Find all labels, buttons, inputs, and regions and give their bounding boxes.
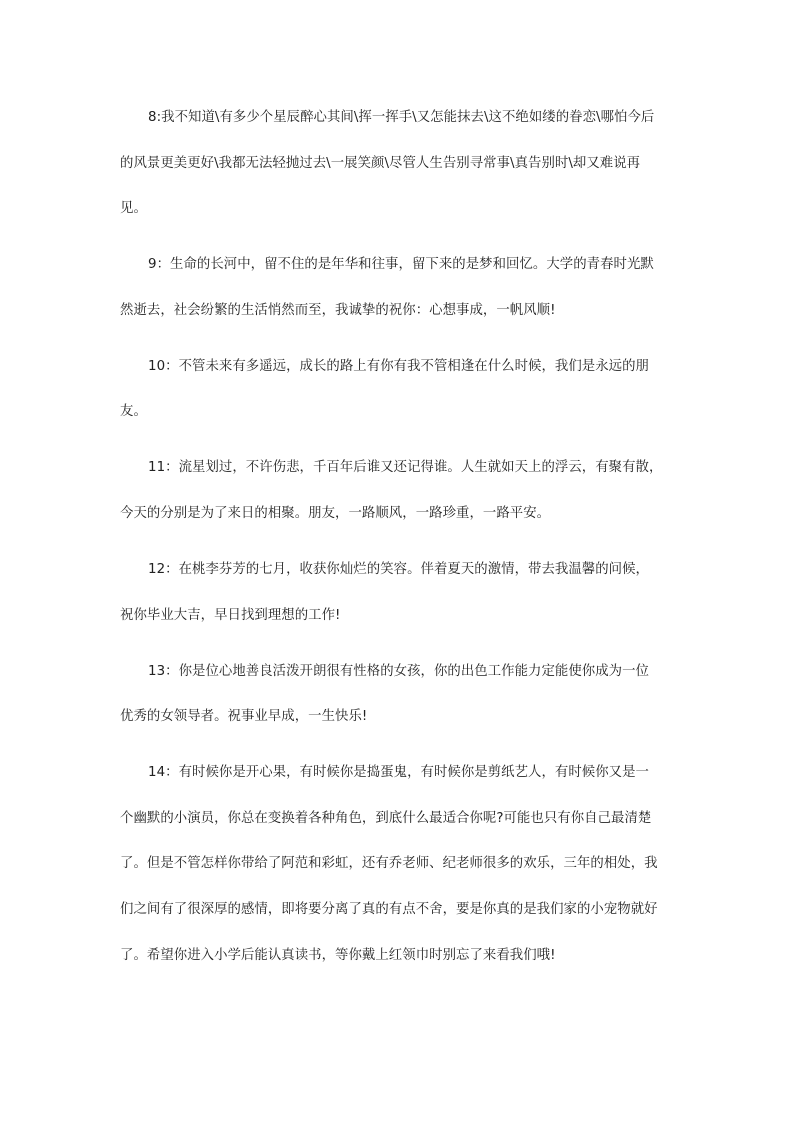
paragraph-line: 祝你毕业大吉，早日找到理想的工作!	[120, 607, 341, 623]
paragraph-line: 今天的分别是为了来日的相聚。朋友，一路顺风，一路珍重，一路平安。	[120, 505, 551, 521]
paragraph-line: 12：在桃李芬芳的七月，收获你灿烂的笑容。伴着夏天的激情，带去我温馨的问候，	[148, 561, 649, 577]
paragraph-14	[120, 765, 680, 963]
paragraph-line: 们之间有了很深厚的感情，即将要分离了真的有点不舍，要是你真的是我们家的小宠物就好	[120, 901, 658, 917]
paragraph-9	[120, 257, 680, 319]
paragraph-line: 10：不管未来有多遥远，成长的路上有你有我不管相逢在什么时候，我们是永远的朋	[148, 358, 649, 374]
paragraph-line: 见。	[120, 201, 147, 217]
paragraph-line: 了。希望你进入小学后能认真读书，等你戴上红领巾时别忘了来看我们哦!	[120, 947, 556, 963]
paragraph-line: 14：有时候你是开心果，有时候你是捣蛋鬼，有时候你是剪纸艺人，有时候你又是一	[148, 765, 649, 781]
paragraph-13	[120, 664, 680, 726]
paragraph-line: 的风景更美更好\我都无法轻抛过去\一展笑颜\尽管人生告别寻常事\真告别时\却又难说再	[120, 155, 641, 171]
paragraph-line: 11：流星划过，不许伤悲，千百年后谁又还记得谁。人生就如天上的浮云，有聚有散，	[148, 460, 663, 476]
paragraph-10	[120, 359, 680, 421]
paragraph-line: 优秀的女领导者。祝事业早成，一生快乐!	[120, 709, 368, 725]
paragraph-12	[120, 562, 680, 624]
paragraph-line: 8:我不知道\有多少个星辰醉心其间\挥一挥手\又怎能抹去\这不绝如缕的眷恋\哪怕今后	[148, 110, 655, 125]
document-body	[120, 110, 680, 1004]
paragraph-line: 然逝去，社会纷繁的生活悄然而至，我诚挚的祝你：心想事成，一帆风顺!	[120, 302, 556, 318]
paragraph-line: 9：生命的长河中，留不住的是年华和往事，留下来的是梦和回忆。大学的青春时光默	[148, 257, 654, 273]
paragraph-11	[120, 460, 680, 522]
paragraph-line: 友。	[120, 404, 147, 420]
paragraph-line: 13：你是位心地善良活泼开朗很有性格的女孩，你的出色工作能力定能使你成为一位	[148, 663, 649, 679]
paragraph-line: 个幽默的小演员，你总在变换着各种角色，到底什么最适合你呢?可能也只有你自己最清楚	[120, 810, 652, 826]
paragraph-8	[120, 110, 680, 217]
paragraph-line: 了。但是不管怎样你带给了阿范和彩虹，还有乔老师、纪老师很多的欢乐，三年的相处，我	[120, 856, 658, 872]
